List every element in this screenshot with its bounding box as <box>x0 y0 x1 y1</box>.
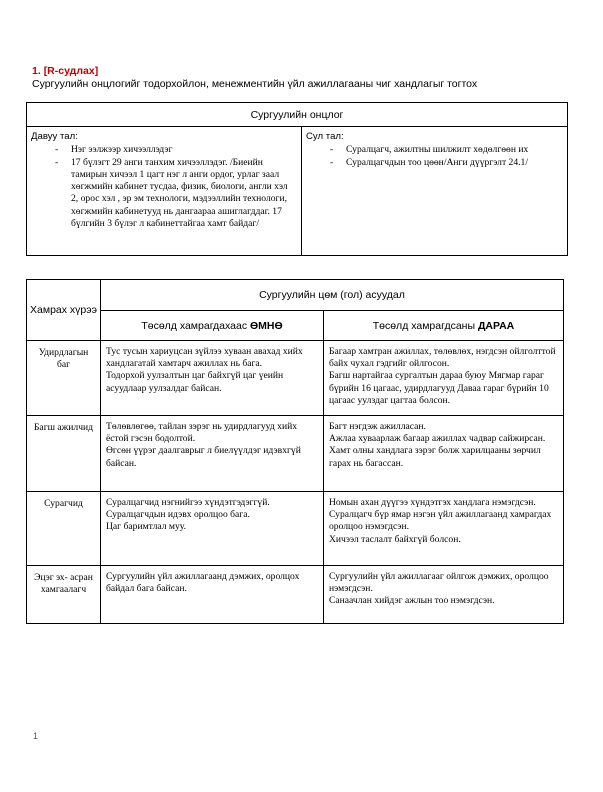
strength-item: - Нэг ээлжээр хичээллэдэг <box>31 144 296 156</box>
table-row <box>27 566 564 624</box>
row-area: Багш ажилчид <box>27 416 101 492</box>
scope-header: Хамрах хүрээ <box>27 280 101 341</box>
row-area: Удирдлагын баг <box>27 341 101 416</box>
weaknesses-cell <box>302 127 568 256</box>
before-header: Төсөлд хамрагдахаас ӨМНӨ <box>101 311 324 341</box>
row-area: Эцэг эх- асран хамгаалагч <box>27 566 101 624</box>
row-before: Төлөвлөгөө, тайлан зэрэг нь удирдлагууд хийх ёстой гэсэн бодолтой. Өгсөн үүрэг даалгаврыг л биелүүлдэг идэвхгүй байсан. <box>101 416 324 492</box>
school-features-table <box>26 102 568 256</box>
strength-item: - 17 бүлэгт 29 анги танхим хичээллэдэг. /Биеийн тамирын хичээл 1 цагт нэг л анги ордог, урлаг заал хөгжмийн кабинет тусдаа, физик, биологи, англи хэл 2, орос хэл , эр эм технологи, мэдээллийн технологи, хөгжмийн кабинетууд нь дангаараа ашиглагддаг. 17 бүлгийн 3 бүлэг л кабинеттайгаа хамт байдаг/ <box>31 157 296 231</box>
row-after: Багт нэгдэж ажилласан. Ажлаа хуваарлаж багаар ажиллах чадвар сайжирсан. Хамт олны хандлага зэрэг болж харилцааны зөрчил гарах нь багассан. <box>324 416 564 492</box>
section-code: [R-судлах] <box>43 65 99 77</box>
page-number: 1 <box>33 731 39 741</box>
strengths-list <box>31 144 296 230</box>
row-after: Багаар хамтран ажиллах, төлөвлөх, нэгдсэн ойлголттой байх чухал гэдгийг ойлгосон. Багш нартайгаа сургалтын дараа буюу Мягмар гараг бүрийн 16 цагаас, удирдлагууд Даваа гараг бүрийн 10 цагаас уулздаг цагтаа болсон. <box>324 341 564 416</box>
strengths-cell <box>27 127 302 256</box>
row-before: Суралцагчид нэгнийгээ хүндэтгэдэггүй. Суралцагчдын идэвх оролцоо бага. Цаг баримтлал муу. <box>101 492 324 566</box>
weaknesses-label: Сул тал: <box>306 131 344 142</box>
after-header: Төсөлд хамрагдсаны ДАРАА <box>324 311 564 341</box>
school-features-title: Сургуулийн онцлог <box>27 103 568 127</box>
row-after: Сургуулийн үйл ажиллагааг ойлгож дэмжих, оролцоо нэмэгдсэн. Санаачлан хийдэг ажлын тоо нэмэгдсэн. <box>324 566 564 624</box>
core-issues-table <box>26 279 564 624</box>
weaknesses-list <box>306 144 562 169</box>
section-number: 1. <box>32 65 41 77</box>
row-area: Сурагчид <box>27 492 101 566</box>
row-after: Номын ахан дүүгээ хүндэтгэх хандлага нэмэгдсэн. Суралцагч бүр ямар нэгэн үйл ажиллагаанд хамрагдах оролцоо нэмэгдсэн. Хичээл таслалт байхгүй болсон. <box>324 492 564 566</box>
strengths-label: Давуу тал: <box>31 131 78 142</box>
table-row <box>27 492 564 566</box>
weakness-item: - Суралцагчдын тоо цөөн/Анги дүүргэлт 24.1/ <box>306 157 562 169</box>
weakness-item: - Суралцагч, ажилтны шилжилт хөдөлгөөн их <box>306 144 562 156</box>
table-row <box>27 416 564 492</box>
section-heading <box>32 65 477 90</box>
row-before: Сургуулийн үйл ажиллагаанд дэмжих, оролцох байдал бага байсан. <box>101 566 324 624</box>
table-row <box>27 341 564 416</box>
core-issues-header: Сургуулийн цөм (гол) асуудал <box>101 280 564 311</box>
section-subtitle: Сургуулийн онцлогийг тодорхойлон, менежментийн үйл ажиллагааны чиг хандлагыг тогтох <box>32 78 478 90</box>
row-before: Тус тусын хариуцсан зүйлээ хуваан авахад хийх хандлагатай хамтарч ажиллах нь бага. Тодорхой уулзалтын цаг байхгүй цаг үеийн асуудлаар уулзалдаг байсан. <box>101 341 324 416</box>
